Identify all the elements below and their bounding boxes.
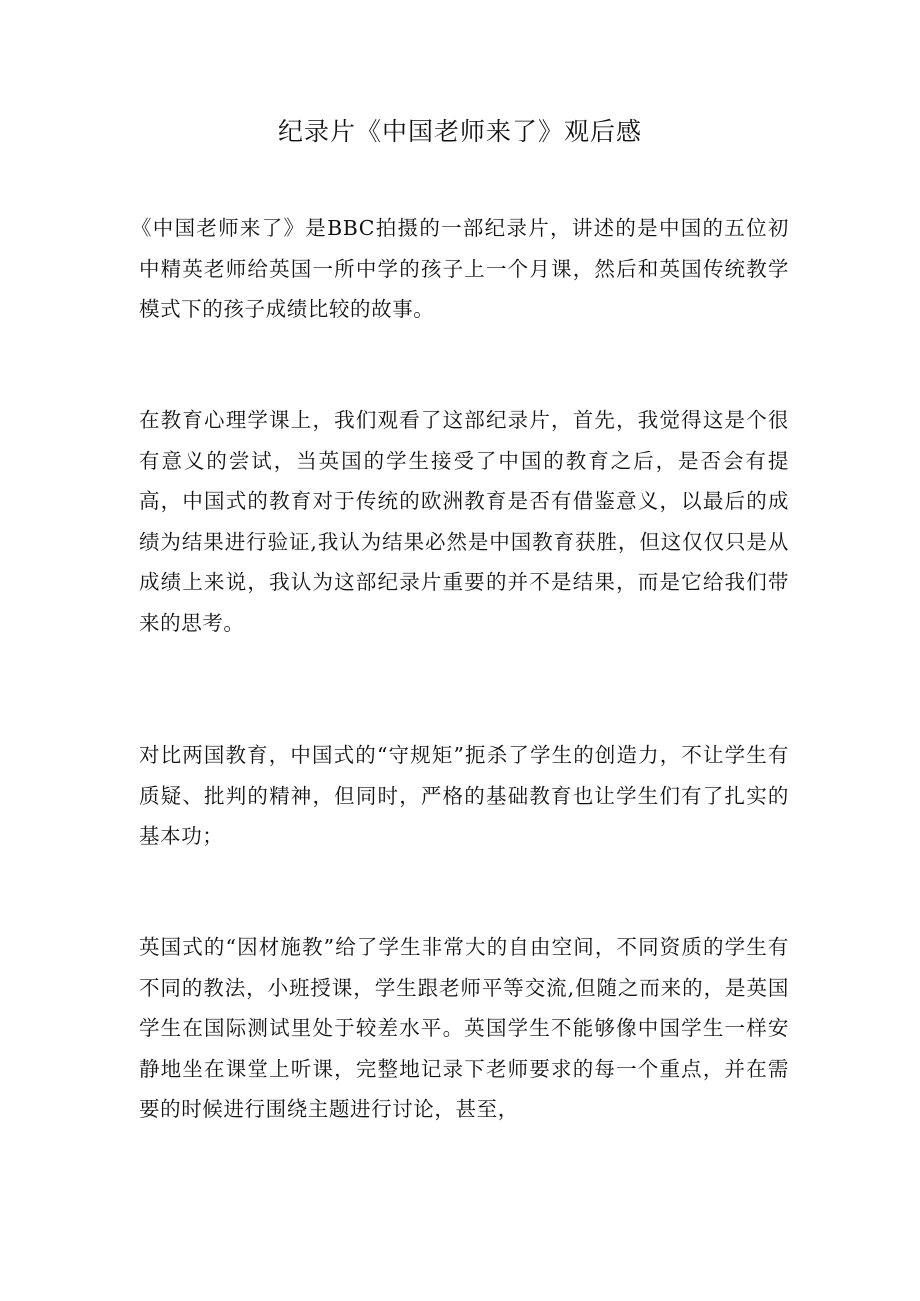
document-title: 纪录片《中国老师来了》观后感 bbox=[277, 117, 642, 146]
paragraph-1: 《中国老师来了》是BBC拍摄的一部纪录片，讲述的是中国的五位初中精英老师给英国一所中学的孩子上一个月课，然后和英国传统教学模式下的孩子成绩比较的故事。 bbox=[131, 216, 789, 321]
paragraph-3: 对比两国教育，中国式的“守规矩”扼杀了学生的创造力，不让学生有质疑、批判的精神，但同时，严格的基础教育也让学生们有了扎实的基本功； bbox=[139, 743, 789, 848]
paragraph-4: 英国式的“因材施教”给了学生非常大的自由空间，不同资质的学生有不同的教法，小班授课，学生跟老师平等交流,但随之而来的，是英国学生在国际测试里处于较差水平。英国学生不能够像中国学生一样安静地坐在课堂上听课，完整地记录下老师要求的每一个重点，并在需要的时候进行围绕主题进行讨论，甚至， bbox=[139, 935, 789, 1121]
paragraph-2: 在教育心理学课上，我们观看了这部纪录片，首先，我觉得这是个很有意义的尝试，当英国的学生接受了中国的教育之后，是否会有提高，中国式的教育对于传统的欧洲教育是否有借鉴意义，以最后的成绩为结果进行验证,我认为结果必然是中国教育获胜，但这仅仅只是从成绩上来说，我认为这部纪录片重要的并不是结果，而是它给我们带来的思考。 bbox=[139, 408, 789, 635]
